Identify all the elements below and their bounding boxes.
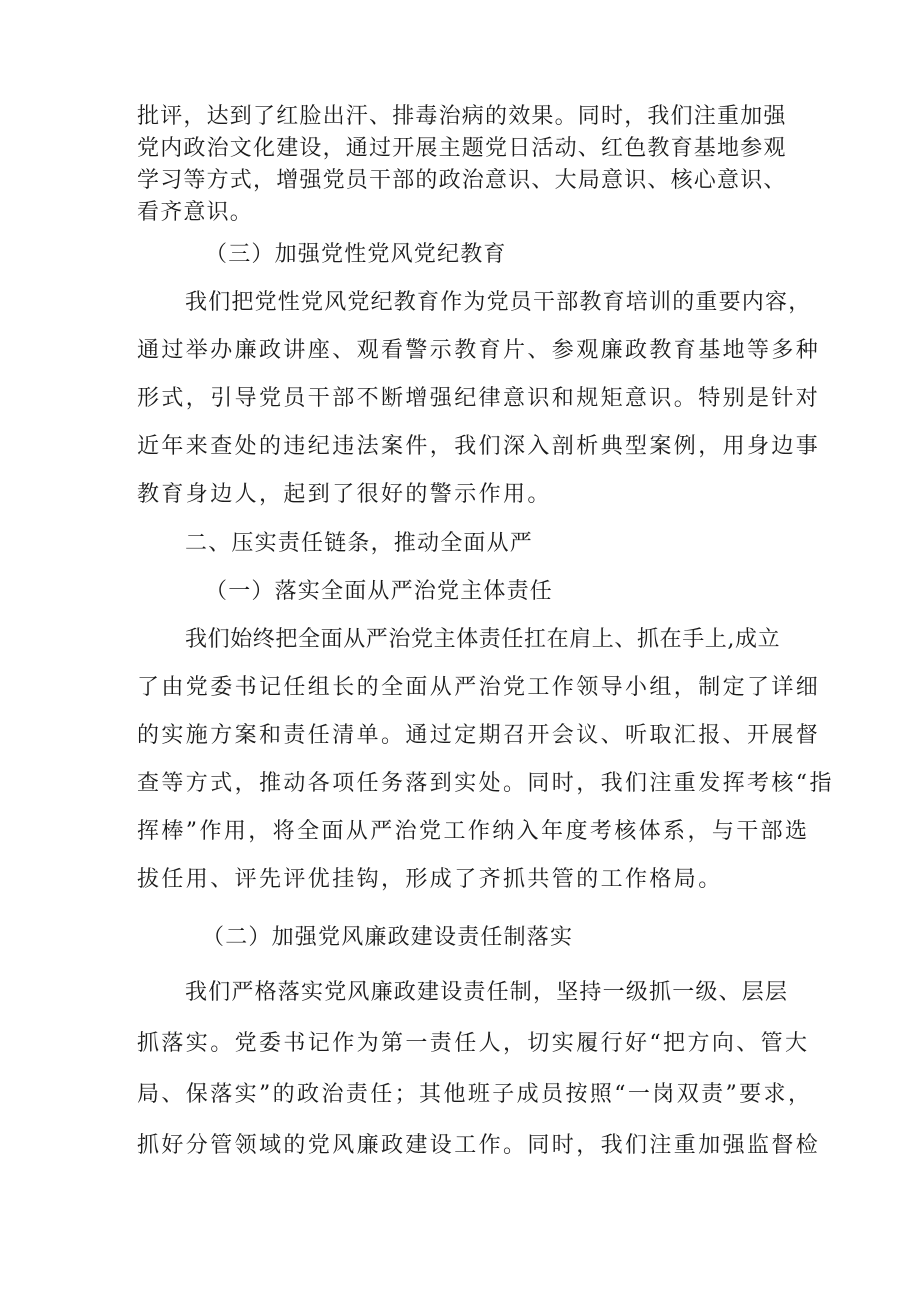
paragraph-line: 我们始终把全面从严治党主体责任扛在肩上、抓在手上,成立 — [185, 627, 781, 652]
paragraph-line: 局、保落实”的政治责任；其他班子成员按照“一岗双责”要求， — [137, 1082, 813, 1107]
paragraph-line: 抓落实。党委书记作为第一责任人，切实履行好“把方向、管大 — [137, 1031, 810, 1056]
paragraph-line: 我们严格落实党风廉政建设责任制，坚持一级抓一级、层层 — [185, 980, 789, 1005]
subsection-heading: （一）落实全面从严治党主体责任 — [205, 579, 554, 604]
subsection-heading: （二）加强党风廉政建设责任制落实 — [202, 925, 574, 950]
paragraph-line: 党内政治文化建设，通过开展主题党日活动、红色教育基地参观 — [137, 136, 787, 161]
subsection-heading: （三）加强党性党风党纪教育 — [205, 242, 507, 267]
paragraph-line: 学习等方式，增强党员干部的政治意识、大局意识、核心意识、 — [137, 168, 787, 193]
paragraph-line: 形式，引导党员干部不断增强纪律意识和规矩意识。特别是针对 — [137, 386, 821, 411]
paragraph-line: 抓好分管领域的党风廉政建设工作。同时，我们注重加强监督检 — [137, 1133, 821, 1158]
section-title: 二、压实责任链条，推动全面从严 — [185, 531, 534, 556]
paragraph-line: 查等方式，推动各项任务落到实处。同时，我们注重发挥考核“指 — [137, 771, 834, 796]
paragraph-line: 拔任用、评先评优挂钩，形成了齐抓共管的工作格局。 — [137, 867, 723, 892]
paragraph-line: 了由党委书记任组长的全面从严治党工作领导小组，制定了详细 — [137, 675, 821, 700]
paragraph-line: 通过举办廉政讲座、观看警示教育片、参观廉政教育基地等多种 — [137, 338, 821, 363]
paragraph-line: 看齐意识。 — [137, 200, 254, 225]
paragraph-line: 批评，达到了红脸出汗、排毒治病的效果。同时，我们注重加强 — [137, 104, 787, 129]
paragraph-line: 挥棒”作用，将全面从严治党工作纳入年度考核体系，与干部选 — [137, 819, 810, 844]
paragraph-line: 教育身边人，起到了很好的警示作用。 — [137, 482, 552, 507]
paragraph-line: 的实施方案和责任清单。通过定期召开会议、听取汇报、开展督 — [137, 723, 821, 748]
paragraph-line: 近年来查处的违纪违法案件，我们深入剖析典型案例，用身边事 — [137, 434, 821, 459]
paragraph-line: 我们把党性党风党纪教育作为党员干部教育培训的重要内容， — [185, 290, 812, 315]
